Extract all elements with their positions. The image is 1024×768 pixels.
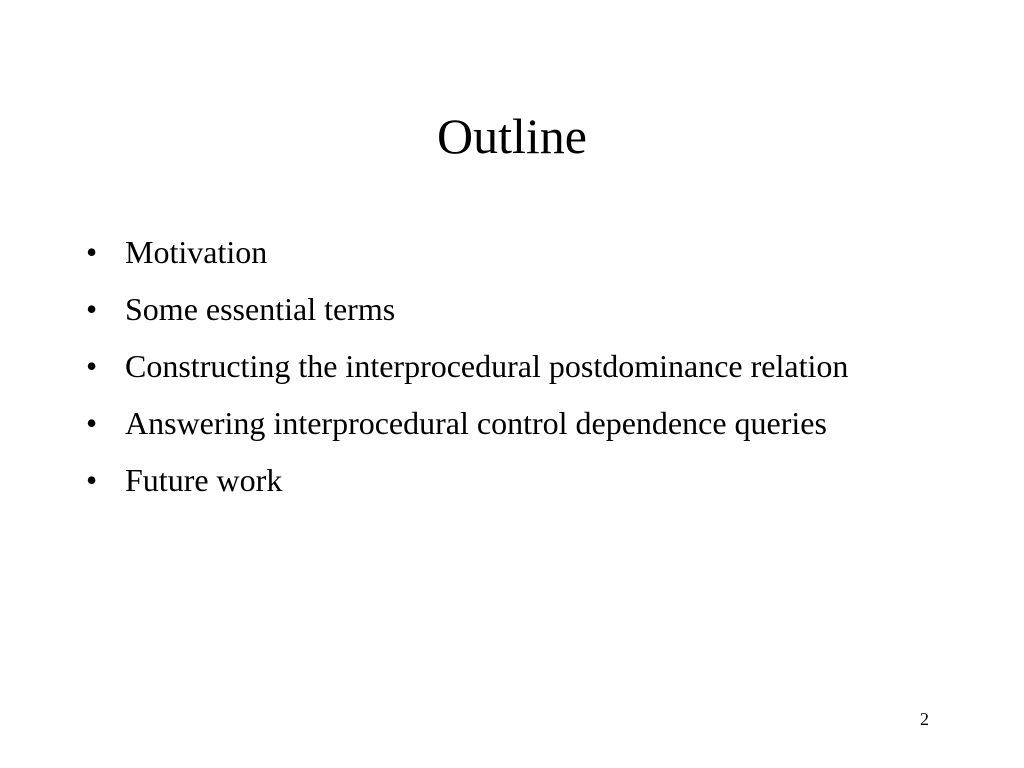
bullet-icon: • <box>86 291 98 327</box>
bullet-icon: • <box>86 348 98 384</box>
list-item <box>86 458 916 503</box>
list-item <box>86 344 916 389</box>
list-item <box>86 287 916 332</box>
list-item <box>86 401 916 446</box>
list-item-label: Future work <box>125 462 283 498</box>
page-number: 2 <box>920 709 929 729</box>
list-item-label: Motivation <box>125 234 268 270</box>
bullet-icon: • <box>86 462 98 498</box>
list-item <box>86 230 916 275</box>
outline-list <box>86 230 916 515</box>
bullet-icon: • <box>86 234 98 270</box>
bullet-icon: • <box>86 405 98 441</box>
list-item-label: Answering interprocedural control dependence queries <box>125 405 827 441</box>
slide-title: Outline <box>437 108 587 164</box>
list-item-label: Constructing the interprocedural postdominance relation <box>125 348 849 384</box>
list-item-label: Some essential terms <box>125 291 396 327</box>
